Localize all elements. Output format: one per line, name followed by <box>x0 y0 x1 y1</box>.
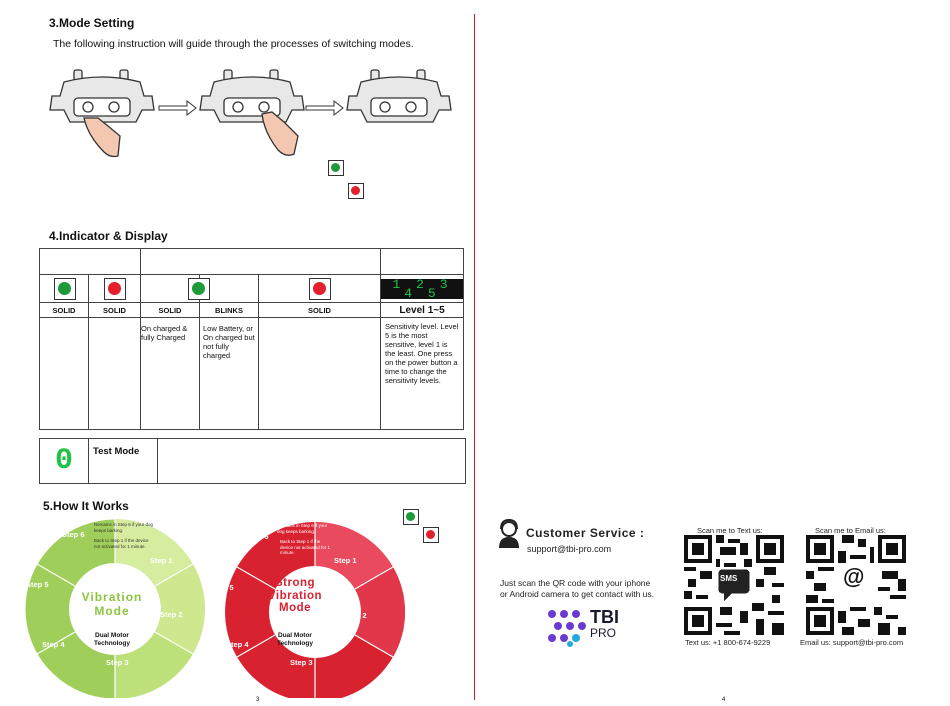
red-led-icon <box>104 278 126 300</box>
desc-sensitivity: Sensitivity level. Level 5 is the most sensitive, level 1 is the least. One press on the power button a time to change the sensitivity levels. <box>381 318 464 430</box>
label-solid-charge: SOLID <box>141 303 200 318</box>
desc-low-battery: Low Battery, or On charged but not fully charged <box>200 318 259 430</box>
strong-title-3: Mode <box>278 602 312 614</box>
label-blinks: BLINKS <box>200 303 259 318</box>
arrow-2 <box>306 101 343 115</box>
at-icon: @ <box>843 564 865 589</box>
mode-switch-illustration <box>44 66 464 166</box>
qr-code-text[interactable] <box>684 535 784 635</box>
brand-main: TBI <box>590 607 619 627</box>
vibration-sub-2: Technology <box>94 640 130 647</box>
arrow-1 <box>159 101 196 115</box>
strong-title-1: Strong <box>274 577 316 589</box>
red-led-icon <box>309 278 331 300</box>
s-step-3: Step 3 <box>290 658 313 667</box>
s-step-4: Step 4 <box>226 640 249 649</box>
page-divider <box>474 14 475 700</box>
support-email[interactable]: support@tbi-pro.com <box>527 544 612 554</box>
green-led-icon <box>403 509 419 525</box>
scan-instruction-1: Just scan the QR code with your iphone <box>500 578 651 588</box>
tbi-logo-icon <box>546 608 588 648</box>
s-note-1: Remains in Step 6 if your dog keeps barking. <box>277 523 328 534</box>
s-step-5: Step 5 <box>211 583 234 592</box>
headset-agent-icon <box>496 519 522 549</box>
label-solid-charge-red: SOLID <box>259 303 381 318</box>
vibration-title-1: Vibration <box>81 590 143 604</box>
green-led-icon <box>188 278 210 300</box>
s-note-2: Back to Step 1 if the device not activated for 1 minute. <box>280 539 331 555</box>
label-level: Level 1~5 <box>381 303 464 318</box>
test-mode-digit: 0 <box>54 444 73 478</box>
text-us-number[interactable]: Text us: +1 800-674-9229 <box>685 638 771 647</box>
v-step-4: Step 4 <box>42 640 65 649</box>
mode-setting-heading: 3.Mode Setting <box>49 16 135 30</box>
test-mode-box <box>39 438 466 484</box>
v-step-6: Step 6 <box>62 530 85 539</box>
v-step-2: Step 2 <box>160 610 183 619</box>
customer-service-title: Customer Service : <box>526 526 645 540</box>
vibration-sub-1: Dual Motor <box>95 632 129 639</box>
indicator-heading: 4.Indicator & Display <box>49 229 168 243</box>
sms-icon: SMS <box>720 574 738 583</box>
device-2 <box>200 70 304 155</box>
qr-email-caption: Scan me to Email us: <box>815 526 886 535</box>
page-number-left: 3 <box>256 697 260 703</box>
label-solid-green: SOLID <box>40 303 89 318</box>
v-step-3: Step 3 <box>106 658 129 667</box>
qr-text-caption: Scan me to Text us: <box>697 526 763 535</box>
indicator-table <box>39 248 464 430</box>
s-step-6: Step 6 <box>246 532 269 541</box>
page-number-right: 4 <box>722 697 726 703</box>
strong-sub-1: Dual Motor <box>278 632 312 639</box>
v-step-5: Step 5 <box>26 580 49 589</box>
strong-sub-2: Technology <box>277 640 313 647</box>
s-step-2: Step 2 <box>344 611 367 620</box>
label-solid-red: SOLID <box>89 303 141 318</box>
v-step-1: Step 1 <box>150 556 173 565</box>
device-1 <box>50 70 154 157</box>
mode-setting-intro: The following instruction will guide through the processes of switching modes. <box>53 38 414 50</box>
red-led-icon <box>348 183 364 199</box>
device-3 <box>347 70 451 122</box>
s-step-1: Step 1 <box>334 556 357 565</box>
red-led-icon <box>423 527 439 543</box>
lcd-level-display: 1 2 3 4 5 <box>381 279 463 299</box>
how-it-works-heading: 5.How It Works <box>43 499 129 513</box>
desc-charged: On charged & fully Charged <box>141 318 200 430</box>
brand-sub: PRO <box>590 626 617 640</box>
strong-title-2: Vibration <box>267 589 323 602</box>
v-note-2: Back to Step 1 if the device not activated for 1 minute. <box>94 538 149 549</box>
v-note-1: Remains in Step 6 if your dog keeps barking. <box>94 522 154 533</box>
scan-instruction-2: or Android camera to get contact with us. <box>500 589 655 599</box>
green-led-icon <box>54 278 76 300</box>
test-mode-label: Test Mode <box>93 446 140 457</box>
email-us-address[interactable]: Email us: support@tbi-pro.com <box>800 638 904 647</box>
vibration-title-2: Mode <box>94 604 130 618</box>
green-led-icon <box>328 160 344 176</box>
